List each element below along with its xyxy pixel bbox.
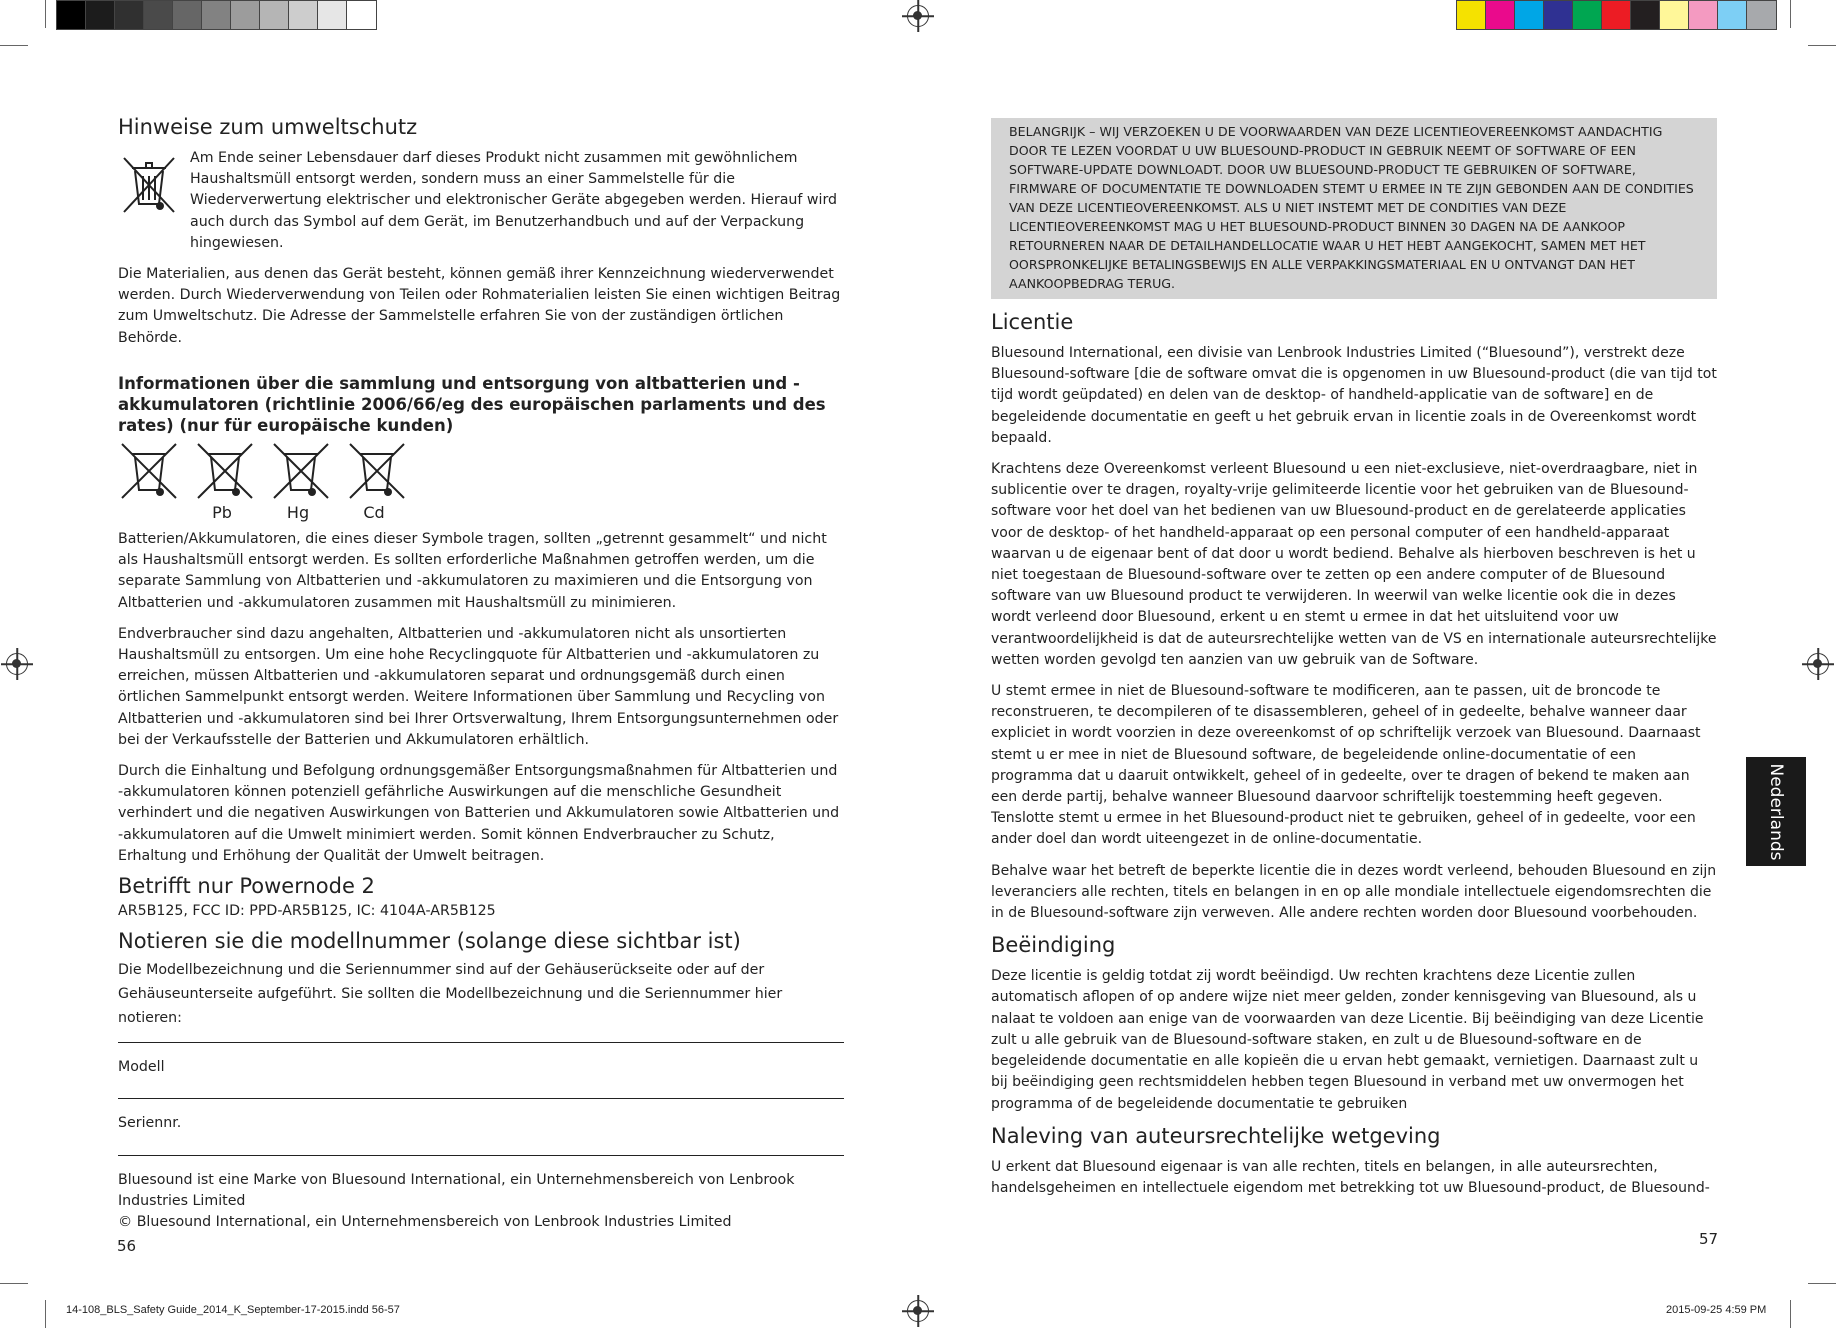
metal-label-hg: Hg <box>286 502 310 522</box>
color-swatch <box>347 1 376 29</box>
color-swatch <box>1544 1 1573 29</box>
env-symbol-block <box>118 148 844 254</box>
registration-mark-bottom-icon <box>907 1300 929 1322</box>
registration-mark-right-icon <box>1807 653 1829 675</box>
color-swatch <box>1515 1 1544 29</box>
color-swatch <box>115 1 144 29</box>
color-swatch <box>231 1 260 29</box>
beeindiging-text: Deze licentie is geldig totdat zij wordt beëindigd. Uw rechten krachtens deze Licentie zullen automatisch aflopen of op andere wijze niet meer gelden, zonder kennisgeving van Bluesound, als u nalaat te voldoen aan enige van de voorwaarden van deze Licentie. Bij beëindiging van deze Licentie zult u alle gebruik van de Bluesound-software staken, en zult u de Bluesound-software en de begeleidende documentatie en alle kopieën die u ervan hebt gemaakt, vernietigen. Daarnaast zult u bij beëindiging geen rechtsmiddelen hebben tegen Bluesound in verband met uw onvermogen het programma of de begeleidende documentatie te gebruiken <box>991 968 1704 1112</box>
naleving-text: U erkent dat Bluesound eigenaar is van alle rechten, titels en belangen, in alle auteursrechten, handelsgeheimen en intellectuele eigendom met betrekking tot uw Bluesound-product, de Bluesound- <box>991 1158 1710 1196</box>
licentie-heading: Licentie <box>991 310 1074 334</box>
language-side-tab <box>1746 757 1806 866</box>
crop-mark <box>1808 45 1836 46</box>
licentie-text-4: Behalve waar het betreft de beperkte licentie die in dezes wordt verleend, behouden Bluesound en zijn leveranciers alle rechten, titels en belangen in en op alle mondiale intellectuele eigendomsrechten die in de Bluesound-software zijn verweven. Alle andere rechten worden door Bluesound voorbehouden. <box>991 862 1717 922</box>
color-swatch <box>173 1 202 29</box>
color-swatch <box>318 1 347 29</box>
metal-label-pb: Pb <box>212 502 232 522</box>
right-page-column <box>991 118 1717 1209</box>
battery-heading: Informationen über die sammlung und entsorgung von altbatterien und -akkumulatoren (richtlinie 2006/66/eg des europäischen parlaments und des rates) (nur für europäische kunden) <box>118 373 826 435</box>
battery-symbols <box>118 440 844 502</box>
color-swatch <box>1660 1 1689 29</box>
color-swatch <box>1457 1 1486 29</box>
battery-text-1: Batterien/Akkumulatoren, die eines dieser Symbole tragen, sollten „getrennt gesammelt“ und nicht als Haushaltsmüll entsorgt werden. Es sollten erforderliche Maßnahmen getroffen werden, um die separate Sammlung von Altbatterien und -akkumulatoren zu maximieren und die Entsorgung von Altbatterien und -akkumulatoren zusammen mit Haushaltsmüll zu minimieren. <box>118 531 827 611</box>
color-swatch <box>260 1 289 29</box>
crop-mark <box>1790 0 1791 28</box>
color-calibration-bar <box>1456 0 1777 30</box>
metal-label-cd: Cd <box>363 502 385 522</box>
crop-mark <box>45 0 46 28</box>
color-swatch <box>202 1 231 29</box>
battery-text-3: Durch die Einhaltung und Befolgung ordnungsgemäßer Entsorgungsmaßnahmen für Altbatterien und -akkumulatoren können potenziell gefährliche Auswirkungen auf die menschliche Gesundheit verhindert und die negativen Auswirkungen von Batterien und Akkumulatoren sowie Altbatterien und -akkumulatoren auf die Umwelt minimiert werden. Somit können Endverbraucher zu Schutz, Erhaltung und Erhöhung der Qualität der Umwelt beitragen. <box>118 763 840 864</box>
crop-mark <box>45 1300 46 1328</box>
color-swatch <box>144 1 173 29</box>
date-slug: 2015-09-25 4:59 PM <box>1666 1304 1767 1316</box>
trademark-text: Bluesound ist eine Marke von Bluesound International, ein Unternehmensbereich von Lenbrook Industries Limited <box>118 1171 795 1209</box>
copyright-text: © Bluesound International, ein Unternehmensbereich von Lenbrook Industries Limited <box>118 1214 732 1231</box>
color-swatch <box>1602 1 1631 29</box>
crossed-bin-icon <box>118 154 180 216</box>
crossed-bin-cd-icon <box>346 440 408 502</box>
env-materials-text: Die Materialien, aus denen das Gerät besteht, können gemäß ihrer Kennzeichnung wiederverwendet werden. Durch Wiederverwendung von Teilen oder Rohmaterialien leisten Sie einen wichtigen Beitrag zum Umweltschutz. Die Adresse der Sammelstelle erfahren Sie von der zuständigen örtlichen Behörde. <box>118 266 841 346</box>
powernode-ids: AR5B125, FCC ID: PPD-AR5B125, IC: 4104A-AR5B125 <box>118 903 496 920</box>
crop-mark <box>1808 1283 1836 1284</box>
registration-mark-left-icon <box>6 653 28 675</box>
model-text: Die Modellbezeichnung und die Seriennummer sind auf der Gehäuserückseite oder auf der Gehäuseunterseite aufgeführt. Sie sollten die Modellbezeichnung und die Seriennummer hier notieren: <box>118 962 783 1027</box>
licentie-text-2: Krachtens deze Overeenkomst verleent Bluesound u een niet-exclusieve, niet-overdraagbare, niet in sublicentie over te dragen, royalty-vrije gelimiteerde licentie voor het gebruiken van de Bluesound-software voor het doel van het bedienen van uw Bluesound-product en de gerelateerde applicaties voor de desktop- of het handheld-apparaat op een personal computer of een handheld-apparaat waarvan u de eigenaar bent of dat door u wordt bediend. Behalve als hierboven beschreven is het u niet toegestaan de Bluesound-software over te zetten op een andere computer of de Bluesound software van uw Bluesound product te verwijderen. In weerwil van welke licentie ook die in dezes wordt verleend door Bluesound, erkent u en stemt u ermee in dat het uitsluitend voor uw verantwoordelijkheid is dat de auteursrechtelijke wetten van de VS en internationale auteursrechtelijke wetten worden gevolgd ten aanzien van uw gebruik van de Software. <box>991 461 1717 668</box>
color-swatch <box>1631 1 1660 29</box>
color-swatch <box>1486 1 1515 29</box>
naleving-heading: Naleving van auteursrechtelijke wetgeving <box>991 1123 1441 1148</box>
crop-mark <box>0 45 28 46</box>
color-swatch <box>57 1 86 29</box>
color-swatch <box>289 1 318 29</box>
model-heading: Notieren sie die modellnummer (solange diese sichtbar ist) <box>118 929 741 954</box>
crop-mark <box>0 1283 28 1284</box>
licentie-text-3: U stemt ermee in niet de Bluesound-software te modificeren, aan te passen, uit de broncode te reconstrueren, te decompileren of te disassembleren, geheel of in gedeelte, behalve wanneer daar expliciet in wordt voorzien in deze overeenkomst of op schriftelijk verzoek van Bluesound. Daarnaast stemt u er mee in niet de Bluesound software, de begeleidende online-documentatie of een programma dat u daaruit ontwikkelt, geheel of in gedeelte, over te dragen of bekend te maken aan een derde partij, behalve wanneer Bluesound daarvoor schriftelijk toestemming heeft gegeven. Tenslotte stemt u ermee in het Bluesound-product niet te gebruiken, geheel of in gedeelte, voor een ander doel dan wordt uiteengezet in de online-documentatie. <box>991 683 1701 848</box>
grayscale-calibration-bar <box>56 0 377 30</box>
metal-labels <box>118 502 844 523</box>
battery-text-2: Endverbraucher sind dazu angehalten, Altbatterien und -akkumulatoren nicht als unsortierten Haushaltsmüll zu entsorgen. Um eine hohe Recyclingquote für Altbatterien und -akkumulatoren zu erreichen, müssen Altbatterien und -akkumulatoren separat und ordnungsgemäß durch einen örtlichen Sammelpunkt entsorgt werden. Weitere Informationen über Sammlung und Recycling von Altbatterien und -akkumulatoren sind bei Ihrer Ortsverwaltung, Ihrem Entsorgungsunternehmen oder bei der Verkaufsstelle der Batterien und Akkumulatoren erhältlich. <box>118 625 839 748</box>
licentie-text-1: Bluesound International, een divisie van Lenbrook Industries Limited (“Bluesound”), verstrekt deze Bluesound-software [die de software omvat die is opgenomen in uw Bluesound-product (die van tijd tot tijd wordt geüpdated) en delen van de desktop- of handheld-applicatie van de software] en de begeleidende documentatie en geeft u het gebruik ervan in licentie zoals in de Overeenkomst wordt bepaald. <box>991 345 1717 446</box>
crop-mark <box>1790 1300 1791 1328</box>
env-symbol-text: Am Ende seiner Lebensdauer darf dieses Produkt nicht zusammen mit gewöhnlichem Haushaltsmüll entsorgt werden, sondern muss an einer Sammelstelle für die Wiederverwertung elektrischer und elektronischer Geräte abgegeben werden. Hierauf wird auch durch das Symbol auf dem Gerät, im Benutzerhandbuch und auf der Verpackung hingewiesen. <box>190 150 838 251</box>
color-swatch <box>1689 1 1718 29</box>
page-number-right: 57 <box>1699 1230 1719 1248</box>
env-heading: Hinweise zum umweltschutz <box>118 115 418 139</box>
color-swatch <box>1573 1 1602 29</box>
registration-mark-top-icon <box>907 5 929 27</box>
left-page-column <box>118 114 844 1233</box>
color-swatch <box>1747 1 1776 29</box>
powernode-heading: Betrifft nur Powernode 2 <box>118 874 375 899</box>
important-notice-box: BELANGRIJK – WIJ VERZOEKEN U DE VOORWAARDEN VAN DEZE LICENTIEOVEREENKOMST AANDACHTIG DOOR TE LEZEN VOORDAT U UW BLUESOUND-PRODUCT IN GEBRUIK NEEMT OF SOFTWARE OF EEN SOFTWARE-UPDATE DOWNLOADT. DOOR UW BLUESOUND-PRODUCT TE GEBRUIKEN OF SOFTWARE, FIRMWARE OF DOCUMENTATIE TE DOWNLOADEN STEMT U ERMEE IN TE ZIJN GEBONDEN AAN DE CONDITIES VAN DEZE LICENTIEOVEREENKOMST. ALS U NIET INSTEMT MET DE CONDITIES VAN DEZE LICENTIEOVEREENKOMST MAG U HET BLUESOUND-PRODUCT BINNEN 30 DAGEN NA DE AANKOOP RETOURNEREN NAAR DE DETAILHANDELLOCATIE WAAR U HET HEBT AANGEKOCHT, SAMEN MET HET OORSPRONKELIJKE BETALINGSBEWIJS EN ALLE VERPAKKINGSMATERIAAL EN U ONTVANGT DAN HET AANKOOPBEDRAG TERUG. <box>991 118 1717 299</box>
serial-field-label: Seriennr. <box>118 1115 182 1132</box>
language-tab-label: Nederlands <box>1766 763 1786 860</box>
end-fill-line <box>118 1155 844 1156</box>
color-swatch <box>86 1 115 29</box>
crossed-bin-icon <box>118 440 180 502</box>
crossed-bin-pb-icon <box>194 440 256 502</box>
beeindiging-heading: Beëindiging <box>991 933 1116 958</box>
crossed-bin-hg-icon <box>270 440 332 502</box>
page-number-left: 56 <box>117 1237 137 1255</box>
file-slug: 14-108_BLS_Safety Guide_2014_K_September-17-2015.indd 56-57 <box>66 1304 400 1316</box>
color-swatch <box>1718 1 1747 29</box>
model-field-label: Modell <box>118 1059 165 1076</box>
